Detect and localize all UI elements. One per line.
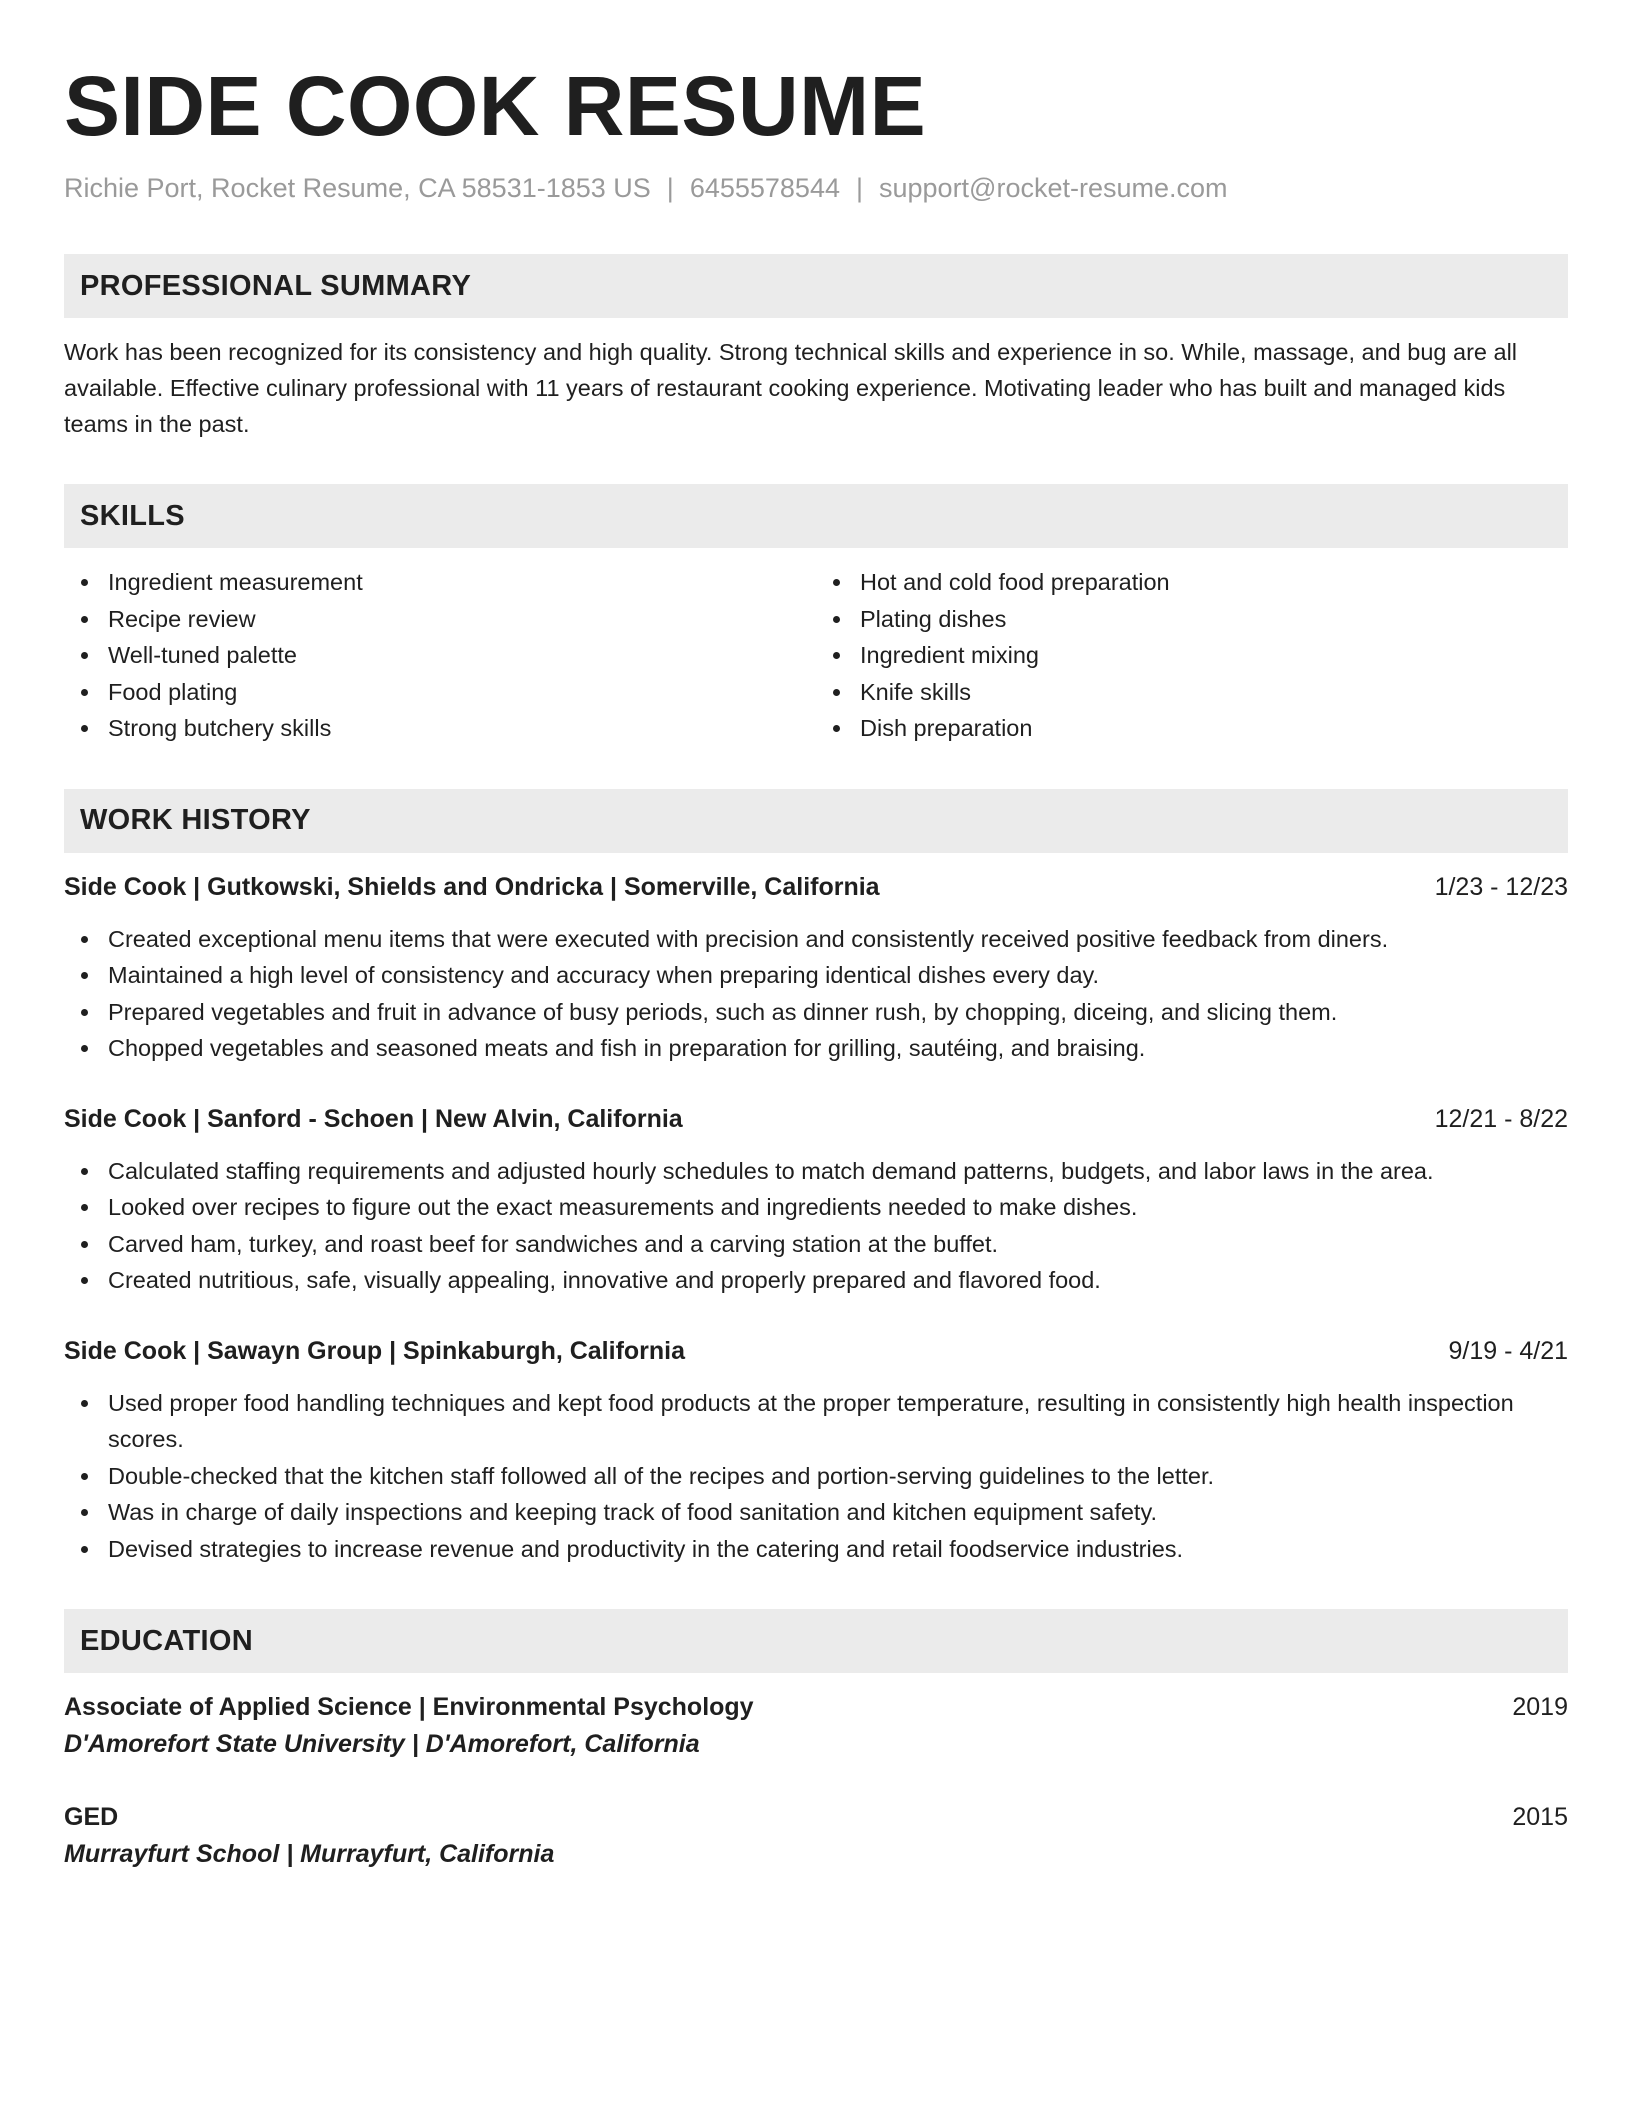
job-bullet: Used proper food handling techniques and kept food products at the proper temperature, resulting in consistently high health inspection scores.: [108, 1385, 1568, 1458]
education-year: 2019: [1512, 1693, 1568, 1721]
job-bullet: Calculated staffing requirements and adjusted hourly schedules to match demand patterns, budgets, and labor laws in the area.: [108, 1153, 1568, 1190]
job-bullet: Prepared vegetables and fruit in advance of busy periods, such as dinner rush, by chopping, diceing, and slicing them.: [108, 994, 1568, 1031]
job-entry: [64, 1333, 1568, 1568]
skill-item: Dish preparation: [860, 710, 1568, 747]
summary-section-header: [64, 254, 1568, 318]
job-dates: 12/21 - 8/22: [1434, 1104, 1568, 1133]
job-entry: [64, 869, 1568, 1067]
education-header: [64, 1799, 1568, 1835]
summary-text: Work has been recognized for its consistency and high quality. Strong technical skills and experience in so. While, massage, and bug are all available. Effective culinary professional with 11 years of restaurant cooking experience. Motivating leader who has built and managed kids teams in the past.: [64, 339, 1518, 437]
education-year: 2015: [1512, 1803, 1568, 1831]
skill-item: Recipe review: [108, 601, 816, 638]
skills-grid: [64, 564, 1568, 747]
education-heading: EDUCATION: [80, 1624, 253, 1657]
job-header: [64, 1333, 1568, 1369]
contact-line: [64, 170, 1568, 206]
skill-item: Hot and cold food preparation: [860, 564, 1568, 601]
skills-column-right: [816, 564, 1568, 747]
skill-item: Knife skills: [860, 674, 1568, 711]
skill-item: Plating dishes: [860, 601, 1568, 638]
education-school: D'Amorefort State University | D'Amorefort, California: [64, 1730, 700, 1758]
skill-item: Ingredient mixing: [860, 637, 1568, 674]
skill-item: Strong butchery skills: [108, 710, 816, 747]
contact-email: support@rocket-resume.com: [879, 173, 1228, 203]
job-bullet: Carved ham, turkey, and roast beef for sandwiches and a carving station at the buffet.: [108, 1226, 1568, 1263]
education-degree: Associate of Applied Science | Environmental Psychology: [64, 1693, 754, 1721]
education-section-header: [64, 1609, 1568, 1673]
skills-section-header: [64, 484, 1568, 548]
education-school: Murrayfurt School | Murrayfurt, California: [64, 1840, 555, 1868]
job-bullet: Looked over recipes to figure out the exact measurements and ingredients needed to make dishes.: [108, 1189, 1568, 1226]
job-title: Side Cook | Sawayn Group | Spinkaburgh, California: [64, 1336, 686, 1365]
job-bullet: Created exceptional menu items that were executed with precision and consistently received positive feedback from diners.: [108, 921, 1568, 958]
contact-phone: 6455578544: [689, 173, 840, 203]
skill-item: Well-tuned palette: [108, 637, 816, 674]
job-dates: 1/23 - 12/23: [1434, 872, 1568, 901]
job-title: Side Cook | Sanford - Schoen | New Alvin, California: [64, 1104, 683, 1133]
job-bullet: Created nutritious, safe, visually appealing, innovative and properly prepared and flavored food.: [108, 1262, 1568, 1299]
education-degree: GED: [64, 1803, 119, 1831]
work-section-header: [64, 789, 1568, 853]
contact-separator: |: [855, 173, 863, 203]
job-bullet: Maintained a high level of consistency and accuracy when preparing identical dishes every day.: [108, 957, 1568, 994]
contact-address: Richie Port, Rocket Resume, CA 58531-1853 US: [64, 173, 651, 203]
resume-title: SIDE COOK RESUME: [64, 59, 927, 153]
job-title: Side Cook | Gutkowski, Shields and Ondricka | Somerville, California: [64, 872, 880, 901]
contact-separator: |: [666, 173, 674, 203]
job-bullet: Chopped vegetables and seasoned meats and fish in preparation for grilling, sautéing, and braising.: [108, 1030, 1568, 1067]
job-entry: [64, 1101, 1568, 1299]
education-entry: [64, 1799, 1568, 1873]
resume-page: [64, 0, 1568, 1873]
job-header: [64, 869, 1568, 905]
work-heading: WORK HISTORY: [80, 804, 311, 836]
skills-heading: SKILLS: [80, 499, 185, 532]
job-dates: 9/19 - 4/21: [1448, 1336, 1568, 1365]
job-bullet: Devised strategies to increase revenue and productivity in the catering and retail foodservice industries.: [108, 1531, 1568, 1568]
summary-heading: PROFESSIONAL SUMMARY: [80, 269, 472, 302]
skill-item: Food plating: [108, 674, 816, 711]
job-bullets: [64, 1153, 1568, 1299]
education-header: [64, 1689, 1568, 1725]
job-bullets: [64, 921, 1568, 1067]
job-bullets: [64, 1385, 1568, 1568]
job-bullet: Double-checked that the kitchen staff followed all of the recipes and portion-serving guidelines to the letter.: [108, 1458, 1568, 1495]
job-header: [64, 1101, 1568, 1137]
skills-column-left: [64, 564, 816, 747]
job-bullet: Was in charge of daily inspections and keeping track of food sanitation and kitchen equipment safety.: [108, 1494, 1568, 1531]
skill-item: Ingredient measurement: [108, 564, 816, 601]
education-entry: [64, 1689, 1568, 1763]
